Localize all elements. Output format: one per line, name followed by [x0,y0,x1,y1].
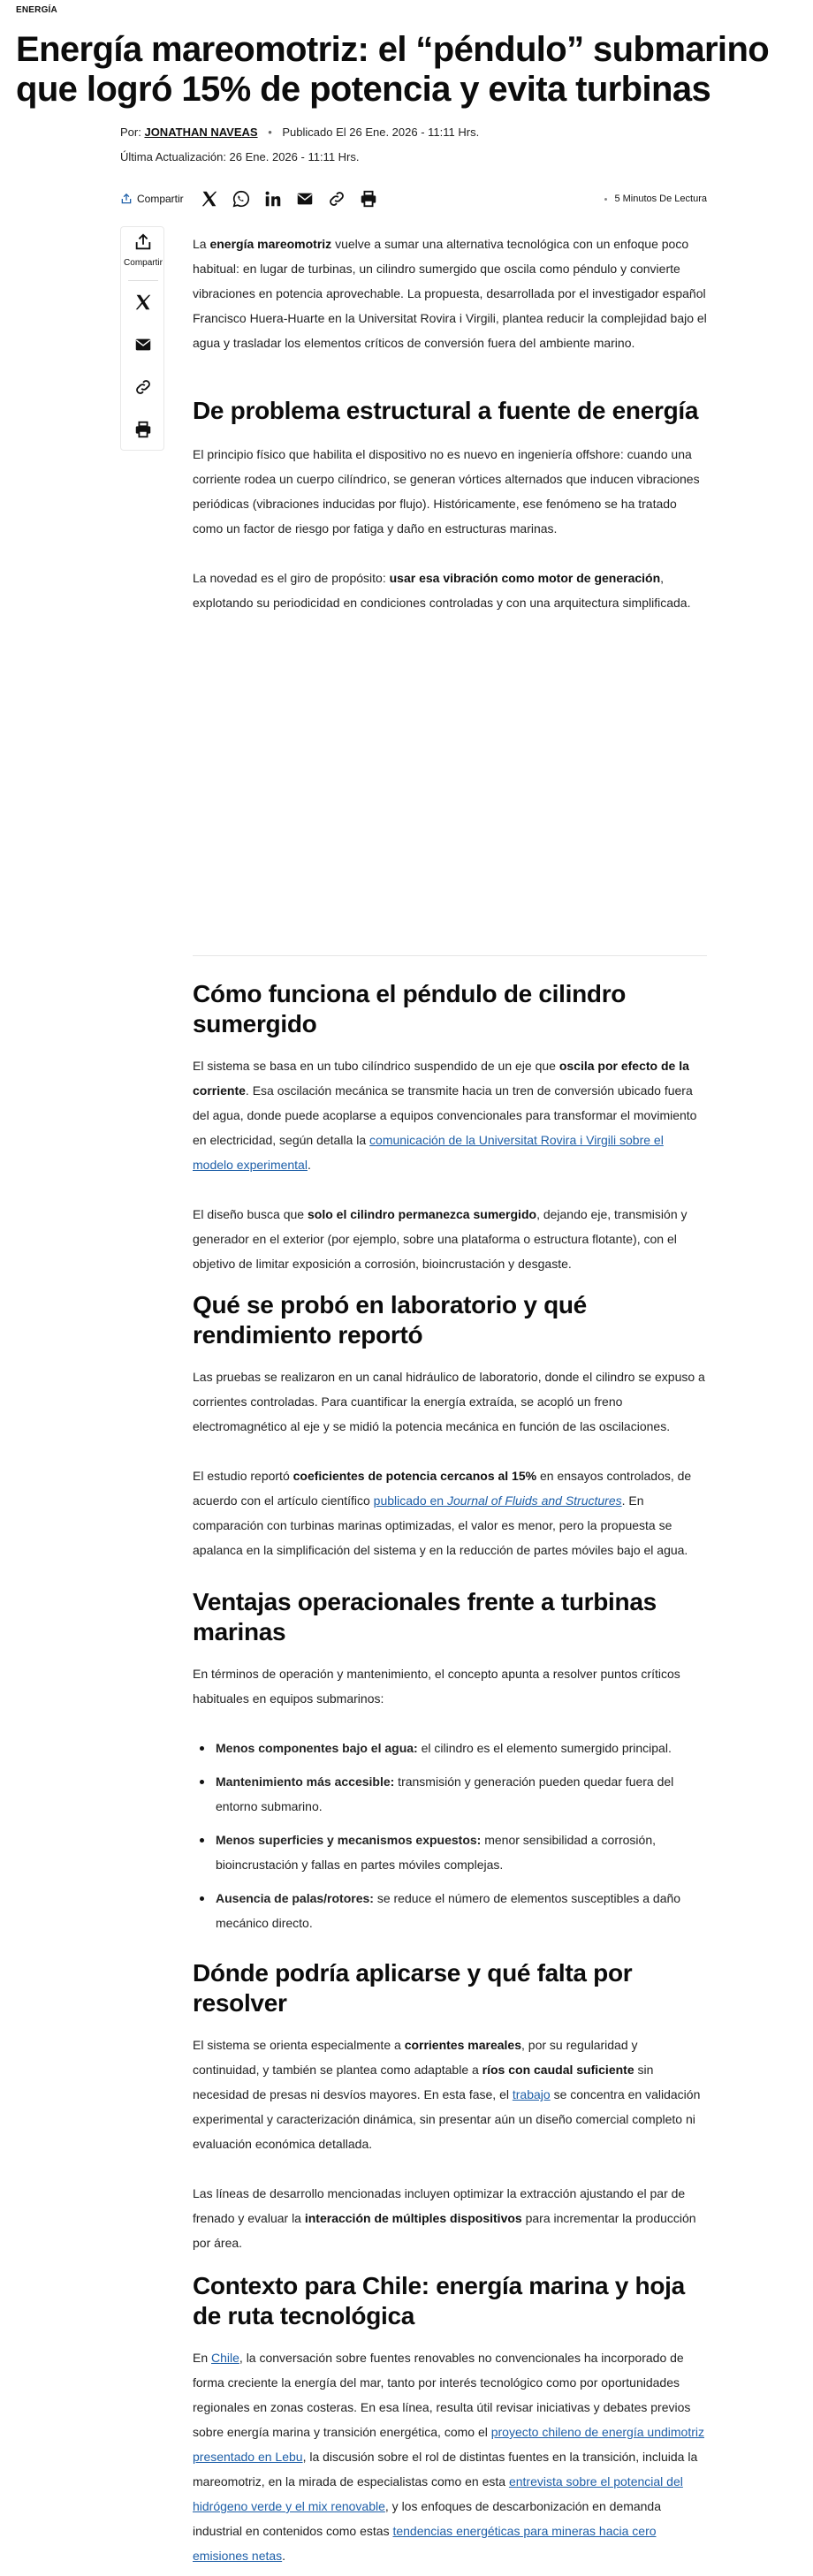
text-run: menor sensibilidad a corrosión, bioincrustación y fallas en partes móviles complejas. [216,1833,656,1872]
read-time-dot [604,198,607,201]
section-paragraph [193,566,707,615]
list-item [193,1769,707,1819]
text-run: el cilindro es el elemento sumergido principal. [417,1741,672,1755]
bold-run: coeficientes de potencia cercanos al 15% [293,1469,537,1483]
section-paragraph [193,1202,707,1276]
share-icons [200,189,378,209]
section-paragraph: En términos de operación y mantenimiento, el concepto apunta a resolver puntos críticos habituales en equipos submarinos: [193,1667,680,1706]
rail-share-icon [133,232,153,252]
email-icon[interactable] [295,189,315,209]
bold-run: ríos con caudal suficiente [482,2063,634,2077]
intro-text-2: vuelve a sumar una alternativa tecnológica con un enfoque poco habitual: en lugar de turbinas, un cilindro sumergido que oscila como péndulo y convierte vibraciones en potencia aprovechable. La propuesta, desarrollada por el investigador español Francisco Huera-Huarte en la Universitat Rovira i Virgili, plantea reducir la complejidad bajo el agua y trasladar los elementos críticos de conversión fuera del ambiente marino. [193,237,707,350]
link-text: publicado en [373,1493,447,1508]
section-paragraph: Las pruebas se realizaron en un canal hidráulico de laboratorio, donde el cilindro se expuso a corrientes controladas. Para cuantificar la energía extraída, se acopló un freno electromagnético al eje y se midió la potencia mecánica en función de las oscilaciones. [193,1370,705,1433]
text-run: , la discusión sobre el rol de distintas fuentes en la transición, incluida la mareomotriz, en la mirada de especialistas como en esta [193,2450,698,2489]
read-time-label: 5 Minutos De Lectura [614,194,707,204]
author-link[interactable]: JONATHAN NAVEAS [144,125,258,139]
share-button[interactable] [120,193,184,205]
section-2 [193,979,707,1276]
published-date: Publicado El 26 Ene. 2026 - 11:11 Hrs. [282,125,480,139]
rail-print-icon[interactable] [133,420,153,439]
text-run: transmisión y generación pueden quedar fuera del entorno submarino. [216,1774,674,1813]
intro-paragraph [193,232,707,355]
text-run: La novedad es el giro de propósito: [193,571,390,585]
updated-date: Última Actualización: 26 Ene. 2026 - 11:11 Hrs. [120,150,360,163]
share-bar [120,187,707,210]
bold-run: corrientes mareales [404,2038,521,2052]
section-heading: Cómo funciona el péndulo de cilindro sumergido [193,980,627,1037]
text-run: se concentra en validación experimental y caracterización dinámica, sin presentar aún un diseño comercial completo ni evaluación económica detallada. [193,2087,701,2151]
bold-run: usar esa vibración como motor de generación [389,571,661,585]
bold-run: Ausencia de palas/rotores: [216,1891,374,1905]
chile-link[interactable]: Chile [211,2351,239,2365]
rail-share-label: Compartir [124,258,163,268]
text-run: , la conversación sobre fuentes renovables no convencionales ha incorporado de forma creciente la energía del mar, tanto por interés tecnológico como por oportunidades regionales en zonas costeras. En esa línea, resulta útil revisar iniciativas y debates previos sobre energía marina y transición energética, como el [193,2351,691,2439]
bold-run: Menos superficies y mecanismos expuestos: [216,1833,482,1847]
section-paragraph [193,2345,707,2568]
by-label: Por: [120,125,141,139]
text-run: El sistema se basa en un tubo cilíndrico suspendido de un eje que [193,1059,559,1073]
rail-divider [128,280,158,281]
linkedin-icon[interactable] [263,189,283,209]
rail-email-icon[interactable] [133,335,153,354]
text-run: El estudio reportó [193,1469,293,1483]
text-run: . [282,2549,286,2563]
section-paragraph [193,2033,707,2156]
section-heading: De problema estructural a fuente de energía [193,397,699,424]
section-5 [193,1958,707,2255]
text-run: . En comparación con turbinas marinas optimizadas, el valor es menor, pero la propuesta se apalanca en la simplificación del sistema y en la reducción de partes móviles bajo el agua. [193,1493,688,1557]
list-item [193,1886,707,1935]
text-run: . Esa oscilación mecánica se transmite hacia un tren de conversión ubicado fuera del agua, donde puede acoplarse a equipos convencionales para transformar el movimiento en electricidad, según detalla la [193,1083,697,1147]
section-heading: Dónde podría aplicarse y qué falta por resolver [193,1959,633,2017]
whatsapp-icon[interactable] [232,189,251,209]
section-3 [193,1290,707,1562]
text-run: , por su regularidad y continuidad, y también se plantea como adaptable a [193,2038,638,2077]
text-run: sin necesidad de presas ni desvíos mayores. En esta fase, el [193,2063,654,2101]
bold-run: solo el cilindro permanezca sumergido [307,1207,537,1221]
text-run: se reduce el número de elementos susceptibles a daño mecánico directo. [216,1891,681,1930]
bold-run: oscila por efecto de la corriente [193,1059,689,1098]
urv-communication-link[interactable]: comunicación de la Universitat Rovira i Virgili sobre el modelo experimental [193,1133,664,1172]
lebu-project-link[interactable]: proyecto chileno de energía undimotriz presentado en Lebu [193,2425,704,2464]
hydrogen-interview-link[interactable]: entrevista sobre el potencial del hidrógeno verde y el mix renovable [193,2474,683,2513]
text-run: En [193,2351,212,2365]
section-paragraph [193,2181,707,2255]
intro-text-1: La [193,237,210,251]
section-6 [193,2271,707,2568]
rail-share-button[interactable] [121,232,165,268]
share-label: Compartir [137,193,184,205]
bold-run: Mantenimiento más accesible: [216,1774,395,1789]
link-icon[interactable] [327,189,346,209]
text-run: , dejando eje, transmisión y generador en el exterior (por ejemplo, sobre una plataforma o estructura flotante), con el objetivo de limitar exposición a corrosión, bioincrustación y desgaste. [193,1207,688,1271]
section-heading: Contexto para Chile: energía marina y hoja de ruta tecnológica [193,2272,685,2329]
text-run: El diseño busca que [193,1207,308,1221]
text-run: , explotando su periodicidad en condiciones controladas y con una arquitectura simplificada. [193,571,691,610]
section-paragraph: El principio físico que habilita el dispositivo no es nuevo en ingeniería offshore: cuando una corriente rodea un cuerpo cilíndrico, se generan vórtices alternados que inducen vibraciones periódicas (vibraciones inducidas por flujo). Históricamente, ese fenómeno se ha tratado como un factor de riesgo por fatiga y daño en estructuras marinas. [193,447,700,536]
journal-article-link[interactable] [374,1493,622,1508]
section-heading: Qué se probó en laboratorio y qué rendimiento reportó [193,1291,587,1349]
sticky-share-rail [120,226,164,451]
print-icon[interactable] [359,189,378,209]
text-run: para incrementar la producción por área. [193,2211,696,2250]
text-run: en ensayos controlados, de acuerdo con el artículo científico [193,1469,692,1508]
section-1 [193,396,707,615]
section-heading: Ventajas operacionales frente a turbinas marinas [193,1588,657,1645]
byline-separator: • [268,125,272,139]
share-icon [120,193,133,205]
article-title: Energía mareomotriz: el “péndulo” submarino que logró 15% de potencia y evita turbinas [16,30,770,109]
read-time [604,194,707,204]
list-item [193,1736,707,1760]
trabajo-link[interactable]: trabajo [512,2087,551,2101]
rail-link-icon[interactable] [133,377,153,397]
section-paragraph [193,1463,707,1562]
text-run: , y los enfoques de descarbonización en demanda industrial en contenidos como estas [193,2499,662,2538]
category-label[interactable]: ENERGÍA [16,5,57,15]
section-paragraph [193,1053,707,1177]
byline [120,125,479,139]
rail-x-icon[interactable] [133,293,153,312]
mining-trends-link[interactable]: tendencias energéticas para mineras hacia cero emisiones netas [193,2524,657,2563]
ad-divider [193,955,707,956]
advantages-list [193,1736,707,1935]
bold-run: interacción de múltiples dispositivos [304,2211,522,2225]
section-4 [193,1587,707,1935]
text-run: . [307,1158,311,1172]
journal-name: Journal of Fluids and Structures [446,1493,622,1508]
text-run: Las líneas de desarrollo mencionadas incluyen optimizar la extracción ajustando el par de frenado y evaluar la [193,2186,686,2225]
list-item [193,1828,707,1877]
x-icon[interactable] [200,189,219,209]
bold-run: Menos componentes bajo el agua: [216,1741,418,1755]
intro-bold-1: energía mareomotriz [209,237,332,251]
text-run: El sistema se orienta especialmente a [193,2038,405,2052]
